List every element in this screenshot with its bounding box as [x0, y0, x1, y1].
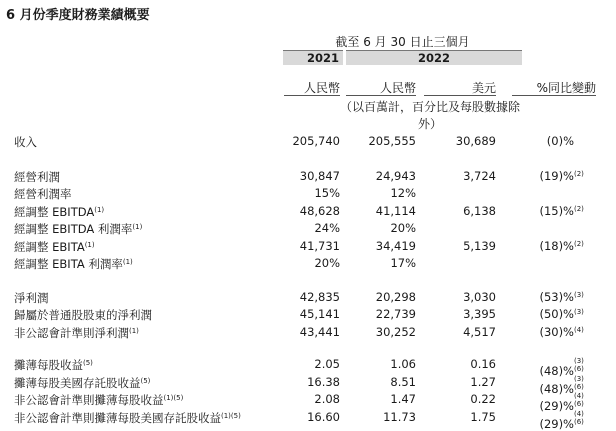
row-label: 經調整 EBITDA 利潤率$^{(1)}$	[14, 222, 143, 236]
value-change: (0)%	[546, 134, 574, 148]
value-2022-usd: 6,138	[463, 204, 496, 218]
row-label: 攤薄每股美國存託股收益$^{(5)}$	[14, 376, 151, 390]
footnote-ref: (1)	[122, 258, 133, 266]
row-label: 非公認會計準則攤薄每股美國存託股收益$^{(1)(5)}$	[14, 411, 241, 425]
footnote-ref: (4)	[574, 326, 584, 334]
value-change	[520, 221, 596, 235]
value-2022-rmb: 24,943	[375, 169, 416, 183]
value-change: (18)%$^{(2)}$	[520, 239, 596, 253]
value-2021: 15%	[314, 186, 340, 200]
table-row	[0, 325, 616, 343]
col-usd: 美元	[424, 79, 496, 96]
footnote-ref: (1)	[129, 327, 139, 335]
row-label: 經調整 EBITA 利潤率$^{(1)}$	[14, 257, 133, 271]
page-title: 6 月份季度財務業績概要	[6, 8, 150, 23]
value-2021: 24%	[314, 221, 340, 235]
value-2022-usd: 3,030	[463, 290, 496, 304]
value-2021: 2.08	[314, 392, 340, 406]
row-label: 經調整 EBITA$^{(1)}$	[14, 240, 95, 254]
table-row	[0, 410, 616, 431]
value-2021: 42,835	[299, 290, 340, 304]
value-2021: 43,441	[299, 325, 340, 339]
value-2021: 16.38	[307, 375, 340, 389]
table-row	[0, 357, 616, 378]
footnote-ref: (3)	[574, 308, 584, 316]
period-header: 截至 6 月 30 日止三個月	[335, 35, 470, 49]
row-label: 經營利潤率	[14, 187, 72, 201]
col-change: %同比變動	[512, 79, 596, 96]
table-row	[0, 221, 616, 239]
value-change: (15)%$^{(2)}$	[520, 204, 596, 218]
footnote-ref: (2)	[574, 240, 584, 248]
value-2021: 45,141	[299, 307, 340, 321]
footnote-ref: (5)	[140, 377, 151, 385]
value-2022-rmb: 30,252	[375, 325, 416, 339]
table-row	[0, 134, 616, 152]
value-2022-rmb: 8.51	[390, 375, 416, 389]
year-2021-header: 2021	[283, 50, 343, 65]
row-label: 非公認會計準則攤薄每股收益$^{(1)(5)}$	[14, 393, 184, 407]
value-2022-usd: 1.27	[470, 375, 496, 389]
row-label: 淨利潤	[14, 291, 49, 305]
year-2022-header: 2022	[346, 50, 522, 65]
table-row	[0, 290, 616, 308]
value-2022-usd: 4,517	[463, 325, 496, 339]
footnote-ref: (3) (6)	[574, 357, 584, 373]
value-2022-rmb: 1.06	[390, 357, 416, 371]
footnote-ref: (1)(5)	[221, 412, 241, 420]
value-change: (29)%$^{(4) (6)}$	[520, 410, 596, 431]
value-2022-usd: 30,689	[455, 134, 496, 148]
footnote-ref: (1)	[84, 241, 95, 249]
table-row	[0, 239, 616, 257]
table-row	[0, 375, 616, 396]
col-rmb-2022: 人民幣	[346, 79, 416, 96]
unit-note: （以百萬計，百分比及每股數據除外）	[340, 100, 521, 131]
table-row	[0, 307, 616, 325]
table-row	[0, 169, 616, 187]
footnote-ref: (4) (6)	[574, 410, 584, 426]
value-2022-rmb: 11.73	[383, 410, 416, 424]
value-2021: 48,628	[299, 204, 340, 218]
value-2022-rmb: 1.47	[390, 392, 416, 406]
value-2022-rmb: 20,298	[375, 290, 416, 304]
footnote-ref: (1)	[132, 223, 143, 231]
footnote-ref: (3) (6)	[574, 375, 584, 391]
value-2022-usd: 0.22	[470, 392, 496, 406]
value-2021: 16.60	[307, 410, 340, 424]
footnote-ref: (2)	[574, 170, 584, 178]
value-2022-rmb: 22,739	[375, 307, 416, 321]
row-label: 經調整 EBITDA$^{(1)}$	[14, 205, 105, 219]
row-label: 經營利潤	[14, 170, 60, 184]
value-2021: 30,847	[299, 169, 340, 183]
footnote-ref: (1)(5)	[163, 394, 184, 402]
value-2022-usd: 1.75	[470, 410, 496, 424]
value-2022-usd: 3,395	[463, 307, 496, 321]
table-row	[0, 256, 616, 274]
value-2022-usd: 0.16	[470, 357, 496, 371]
value-2022-rmb: 41,114	[375, 204, 416, 218]
value-change: (29)%$^{(4) (6)}$	[520, 392, 596, 413]
row-label: 歸屬於普通股股東的淨利潤	[14, 308, 152, 322]
footnote-ref: (3)	[574, 291, 584, 299]
value-change: (19)%$^{(2)}$	[520, 169, 596, 183]
value-2021: 2.05	[314, 357, 340, 371]
value-change: (48)%$^{(3) (6)}$	[520, 375, 596, 396]
value-2022-rmb: 20%	[390, 221, 416, 235]
value-change: (53)%$^{(3)}$	[520, 290, 596, 304]
value-change: (30)%$^{(4)}$	[520, 325, 596, 339]
value-2022-usd: 5,139	[463, 239, 496, 253]
value-2021: 20%	[314, 256, 340, 270]
table-row	[0, 204, 616, 222]
value-2022-usd: 3,724	[463, 169, 496, 183]
table-row	[0, 392, 616, 413]
value-2022-rmb: 34,419	[375, 239, 416, 253]
col-rmb-2021: 人民幣	[284, 79, 340, 96]
value-2021: 205,740	[292, 134, 340, 148]
footnote-ref: (5)	[83, 359, 93, 367]
table-row	[0, 186, 616, 204]
value-change: (48)%$^{(3) (6)}$	[520, 357, 596, 378]
value-change: (50)%$^{(3)}$	[520, 307, 596, 321]
value-2022-rmb: 12%	[390, 186, 416, 200]
row-label: 攤薄每股收益$^{(5)}$	[14, 358, 93, 372]
value-change	[520, 186, 596, 200]
value-2021: 41,731	[299, 239, 340, 253]
row-label: 收入	[14, 135, 37, 149]
row-label: 非公認會計準則淨利潤$^{(1)}$	[14, 326, 139, 340]
value-2022-rmb: 17%	[390, 256, 416, 270]
value-change	[520, 256, 596, 270]
value-2022-rmb: 205,555	[368, 134, 416, 148]
footnote-ref: (2)	[574, 205, 584, 213]
footnote-ref: (4) (6)	[574, 392, 584, 408]
footnote-ref: (1)	[94, 206, 105, 214]
